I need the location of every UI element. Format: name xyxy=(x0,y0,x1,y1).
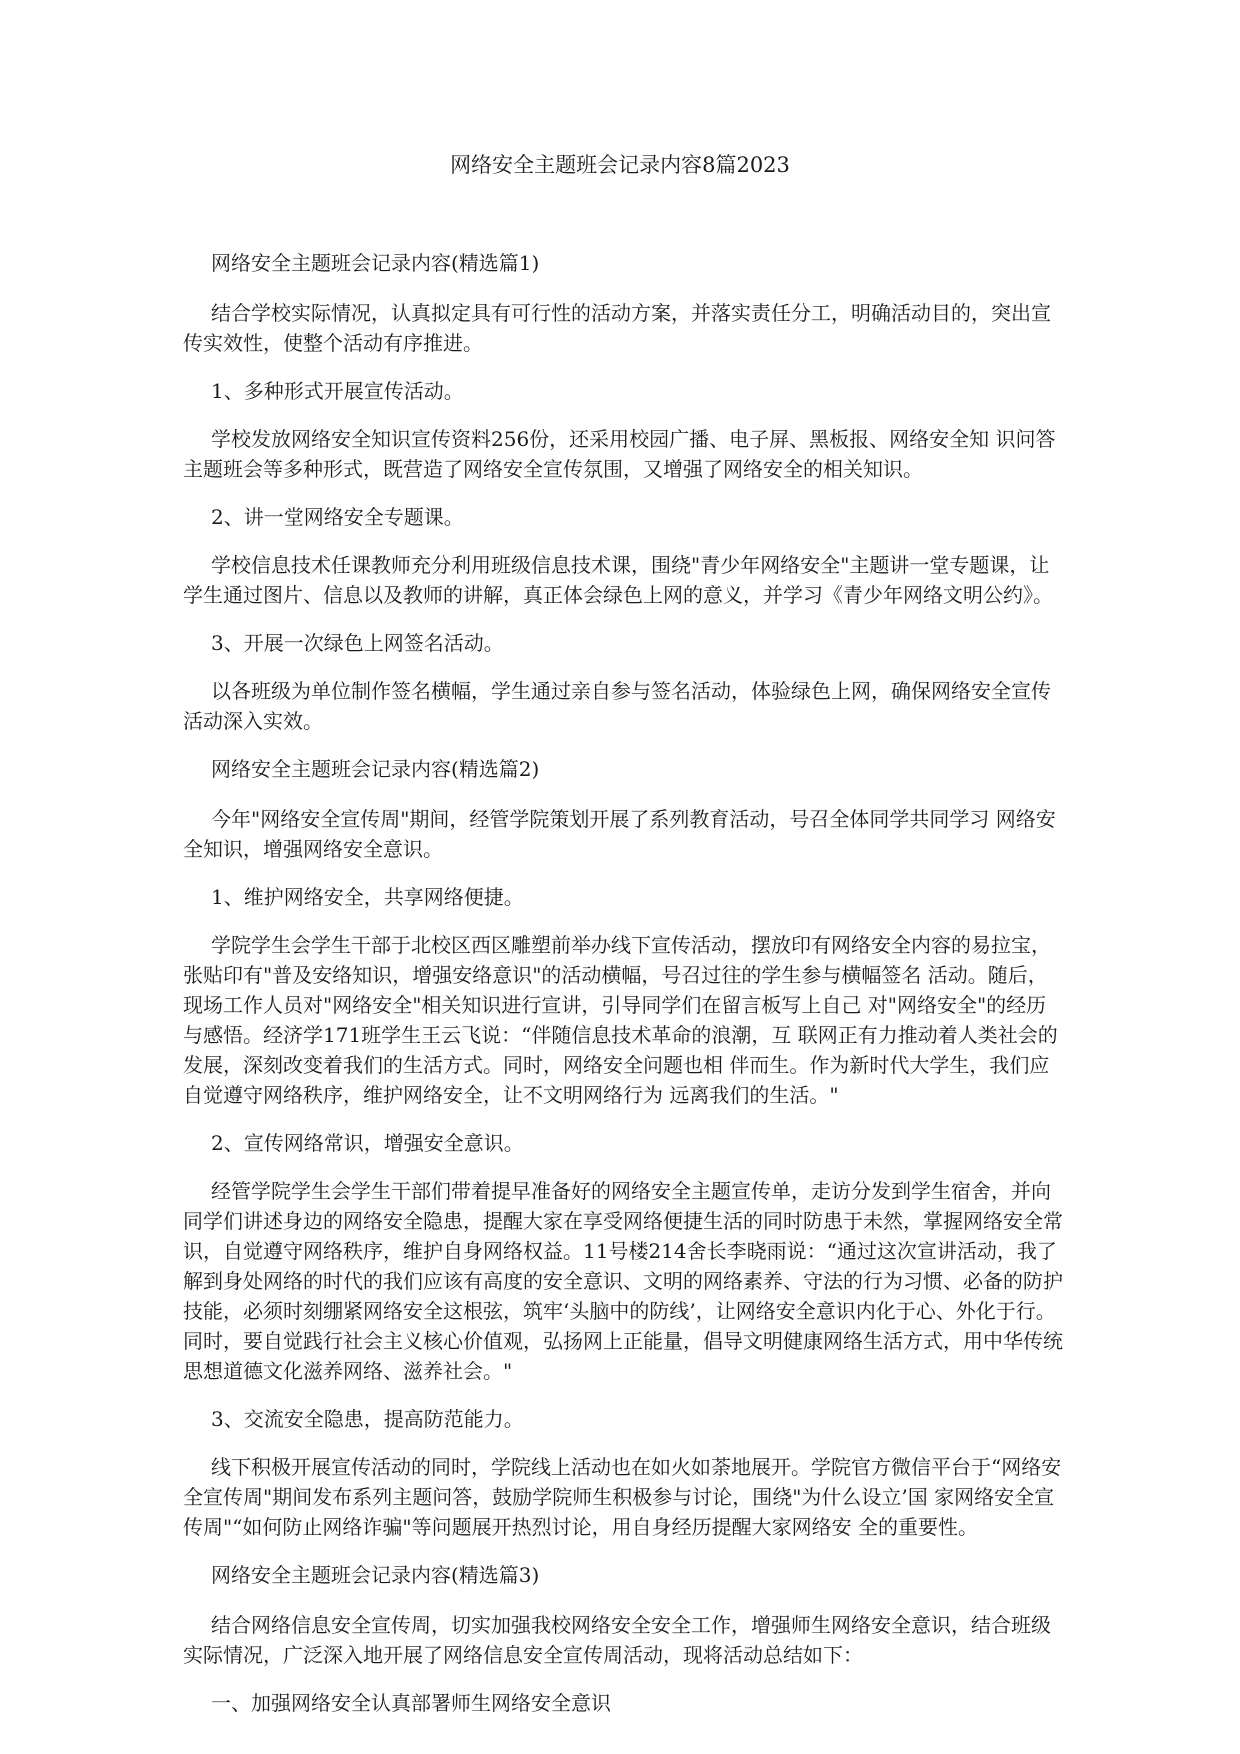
section-heading-1: 网络安全主题班会记录内容(精选篇1) xyxy=(211,251,540,275)
paragraph: 学院学生会学生干部于北校区西区雕塑前举办线下宣传活动，摆放印有网络安全内容的易拉宝，张贴印有"普及安络知识，增强安络意识"的活动横幅，号召过往的学生参与横幅签名 活动。随后，现场工作人员对"网络安全"相关知识进行宣讲，引导同学们在留言板写上自己 对"网络安全"的经历与感悟。经济学171班学生王云飞说：“伴随信息技术革命的浪潮，互 联网正有力推动着人类社会的发展，深刻改变着我们的生活方式。同时，网络安全问题也相 伴而生。作为新时代大学生，我们应自觉遵守网络秩序，维护网络安全，让不文明网络行为 远离我们的生活。" xyxy=(183,933,1058,1107)
paragraph: 经管学院学生会学生干部们带着提早准备好的网络安全主题宣传单，走访分发到学生宿舍，并向同学们讲述身边的网络安全隐患，提醒大家在享受网络便捷生活的同时防患于未然，掌握网络安全常识，自觉遵守网络秩序，维护自身网络权益。11号楼214舍长李晓雨说：“通过这次宣讲活动，我了解到身处网络的时代的我们应该有高度的安全意识、文明的网络素养、守法的行为习惯、必备的防护技能，必须时刻绷紧网络安全这根弦，筑牢‘头脑中的防线’，让网络安全意识内化于心、外化于行。同时，要自觉践行社会主义核心价值观，弘扬网上正能量，倡导文明健康网络生活方式，用中华传统思想道德文化滋养网络、滋养社会。" xyxy=(183,1179,1063,1383)
paragraph: 结合学校实际情况，认真拟定具有可行性的活动方案，并落实责任分工，明确活动目的，突出宣传实效性，使整个活动有序推进。 xyxy=(183,301,1051,355)
list-item-heading: 3、交流安全隐患，提高防范能力。 xyxy=(211,1407,524,1431)
paragraph: 以各班级为单位制作签名横幅，学生通过亲自参与签名活动，体验绿色上网，确保网络安全宣传活动深入实效。 xyxy=(183,679,1051,733)
document-body xyxy=(183,248,1063,1736)
paragraph: 学校信息技术任课教师充分利用班级信息技术课，围绕"青少年网络安全"主题讲一堂专题课，让学生通过图片、信息以及教师的讲解，真正体会绿色上网的意义，并学习《青少年网络文明公约》。 xyxy=(183,553,1053,607)
paragraph: 线下积极开展宣传活动的同时，学院线上活动也在如火如荼地展开。学院官方微信平台于“网络安全宣传周"期间发布系列主题问答，鼓励学院师生积极参与讨论，围绕"为什么设立’国 家网络安全宣传周"“如何防止网络诈骗"等问题展开热烈讨论，用自身经历提醒大家网络安 全的重要性。 xyxy=(183,1455,1062,1539)
list-item-heading: 2、讲一堂网络安全专题课。 xyxy=(211,505,464,529)
paragraph: 结合网络信息安全宣传周，切实加强我校网络安全安全工作，增强师生网络安全意识，结合班级实际情况，广泛深入地开展了网络信息安全宣传周活动，现将活动总结如下： xyxy=(183,1613,1051,1667)
section-heading-2: 网络安全主题班会记录内容(精选篇2) xyxy=(211,757,540,781)
paragraph: 今年"网络安全宣传周"期间，经管学院策划开展了系列教育活动，号召全体同学共同学习 网络安全知识，增强网络安全意识。 xyxy=(183,807,1056,861)
document-title: 网络安全主题班会记录内容8篇2023 xyxy=(450,153,790,177)
list-item-heading: 1、维护网络安全，共享网络便捷。 xyxy=(211,885,524,909)
list-item-heading: 1、多种形式开展宣传活动。 xyxy=(211,379,464,403)
list-item-heading: 3、开展一次绿色上网签名活动。 xyxy=(211,631,504,655)
section-heading-3: 网络安全主题班会记录内容(精选篇3) xyxy=(211,1563,540,1587)
paragraph: 学校发放网络安全知识宣传资料256份，还采用校园广播、电子屏、黑板报、网络安全知 识问答主题班会等多种形式，既营造了网络安全宣传氛围，又增强了网络安全的相关知识。 xyxy=(183,427,1056,481)
list-item-heading: 2、宣传网络常识，增强安全意识。 xyxy=(211,1131,524,1155)
list-item-heading: 一、加强网络安全认真部署师生网络安全意识 xyxy=(211,1691,611,1715)
